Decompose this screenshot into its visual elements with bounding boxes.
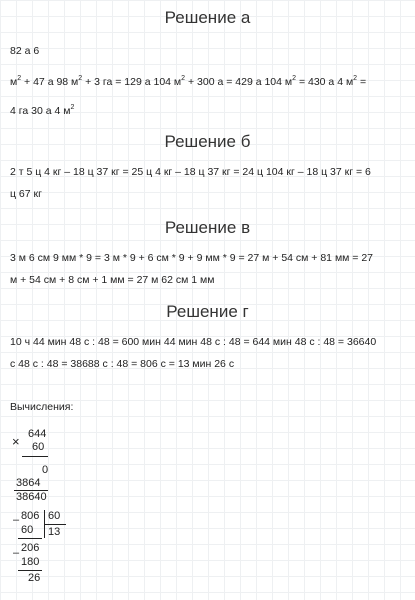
- quotient: 13: [48, 526, 61, 538]
- solution-c-line-2: м + 54 см + 8 см + 1 мм = 27 м 62 см 1 мм: [10, 274, 215, 286]
- division-underline-1: [18, 538, 42, 539]
- solution-b-line-2: ц 67 кг: [10, 188, 42, 200]
- solution-a-line-2: $м^2 + 47$ а 98 $м^2 + 3$ га = 129 а 104 $м^2 + 300$ а = 429 а 104 $м^2 = 430$ а 4 $м^2$ =: [10, 75, 367, 88]
- heading-solution-d: Решение г: [166, 302, 249, 321]
- final-remainder: 26: [28, 572, 41, 584]
- division-minus-sign-2: –: [13, 547, 20, 559]
- partial-product-zero: 0: [42, 464, 49, 476]
- subtrahend-2: 180: [21, 556, 40, 568]
- divisor-underline: [44, 524, 66, 525]
- solution-a-line-3: 4 га 30 а 4 $м^2$: [10, 104, 75, 117]
- solution-c-line-1: 3 м 6 см 9 мм * 9 = 3 м * 9 + 6 см * 9 + 9 мм * 9 = 27 м + 54 см + 81 мм = 27: [10, 252, 374, 264]
- heading-solution-b: Решение б: [164, 132, 251, 151]
- heading-solution-c: Решение в: [164, 218, 251, 237]
- division-underline-2: [18, 570, 42, 571]
- multiplicand: 644: [28, 428, 47, 440]
- division-minus-sign-1: –: [13, 514, 20, 526]
- solution-b-line-1: 2 т 5 ц 4 кг – 18 ц 37 кг = 25 ц 4 кг – 18 ц 37 кг = 24 ц 104 кг – 18 ц 37 кг = 6: [10, 166, 371, 178]
- solution-d-line-1: 10 ч 44 мин 48 с : 48 = 600 мин 44 мин 48 с : 48 = 644 мин 48 с : 48 = 36640: [10, 336, 377, 348]
- solution-a-line-1: 82 а 6: [10, 45, 40, 57]
- solution-d-line-2: с 48 с : 48 = 38688 с : 48 = 806 с = 13 мин 26 с: [10, 358, 235, 370]
- calculations-label: Вычисления:: [10, 401, 74, 413]
- subtrahend-1: 60: [21, 524, 34, 536]
- multiply-sign: ×: [12, 434, 20, 449]
- divisor: 60: [48, 510, 61, 522]
- multiplier: 60: [32, 441, 45, 453]
- partial-product-row: 3864: [16, 477, 41, 489]
- remainder-1: 206: [21, 542, 40, 554]
- multiplication-result: 38640: [16, 491, 47, 503]
- dividend: 806: [21, 510, 40, 522]
- multiply-underline: [22, 456, 48, 457]
- heading-solution-a: Решение а: [164, 8, 251, 27]
